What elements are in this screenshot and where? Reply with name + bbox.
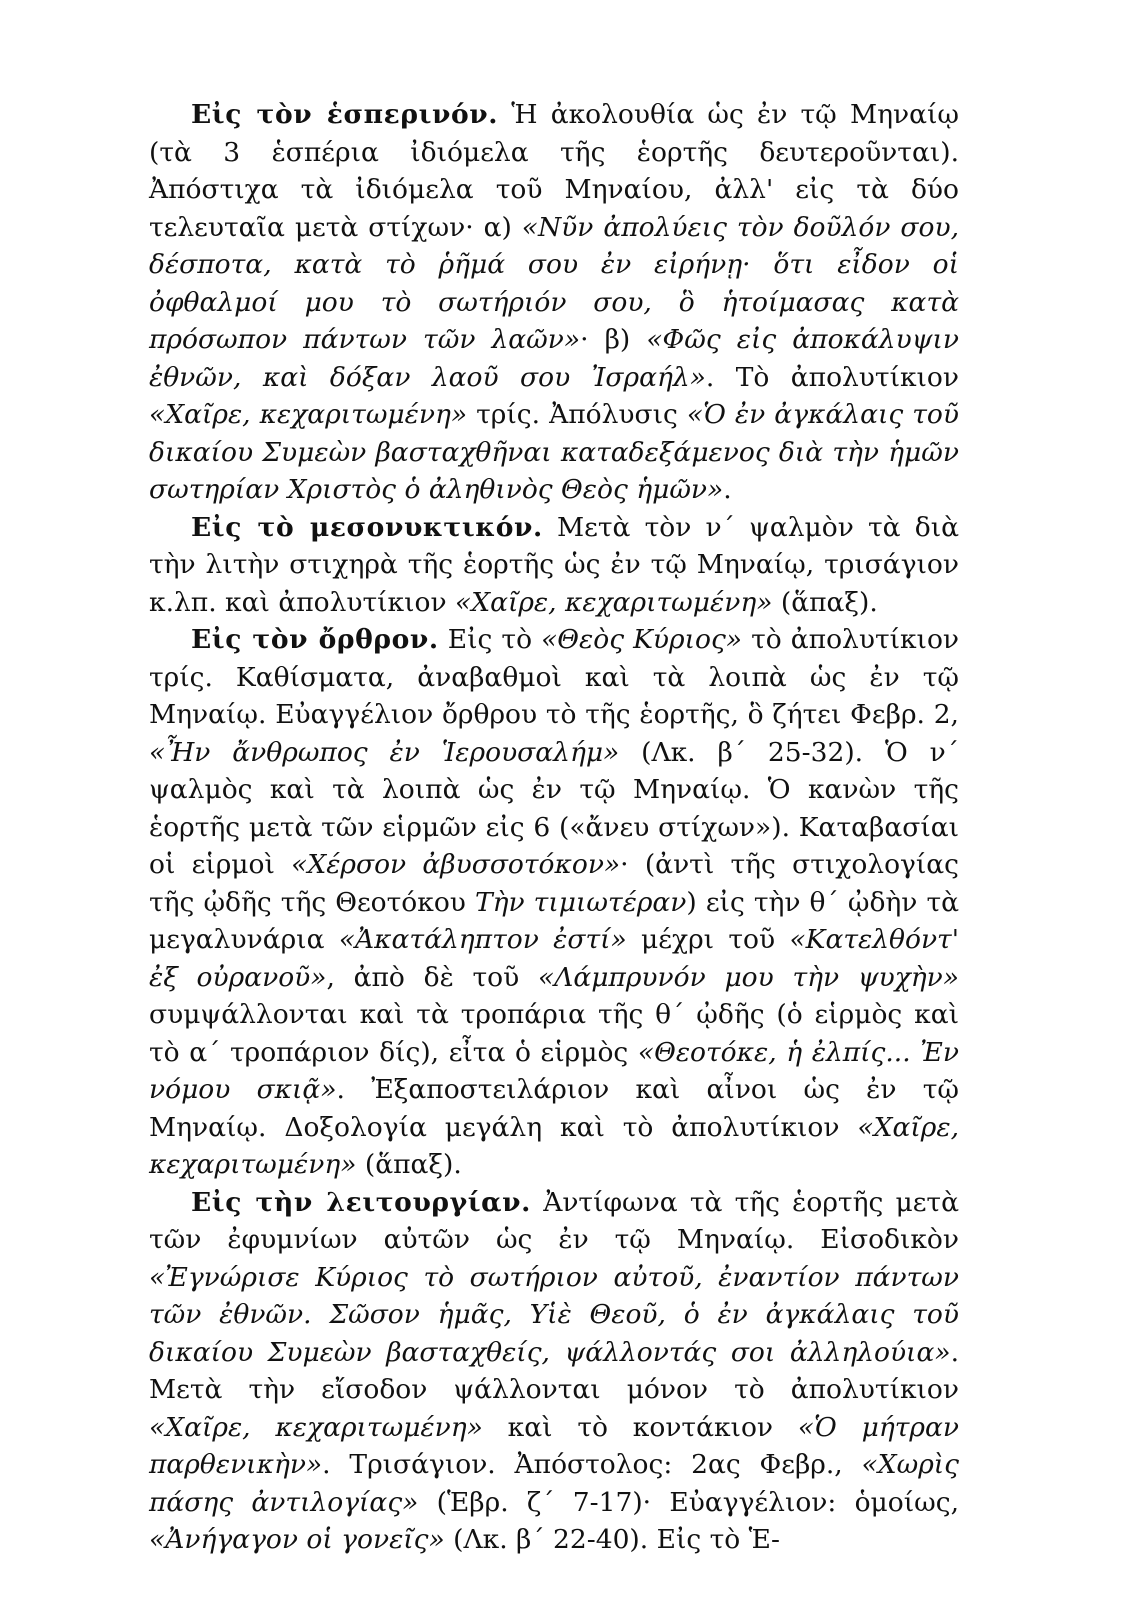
rubric-text: · β) — [580, 324, 647, 355]
rubric-text: μέχρι τοῦ — [626, 924, 790, 955]
quoted-hymn-text: «Θεὸς Κύριος» — [541, 624, 743, 655]
quoted-hymn-text: «Ἀνήγαγον οἱ γονεῖς» — [149, 1524, 445, 1555]
section-heading: Εἰς τὸ μεσονυκτικόν. — [191, 511, 543, 543]
rubric-text: . Τὸ ἀπολυτίκιον — [705, 361, 959, 393]
quoted-hymn-text: «Χωρὶς πάσης ἀντιλογίας» — [149, 1449, 959, 1518]
section-heading: Εἰς τὸν ἑσπερινόν. — [191, 99, 499, 130]
rubric-text: τρίς. Ἀπόλυσις — [467, 399, 687, 430]
rubric-text: . Τρισάγιον. Ἀπόστολος: 2ας Φεβρ., — [322, 1449, 862, 1480]
rubric-text: (Λκ. β΄ 25-32). Ὁ ν΄ ψαλμὸς καὶ τὰ λοιπὰ ὡς ἐν τῷ Μηναίῳ. Ὁ κανὼν τῆς ἑορτῆς μετὰ τῶν εἱρμῶν εἰς 6 («ἄνευ στίχων»). Καταβασίαι οἱ εἱρμοὶ — [149, 736, 959, 880]
quoted-hymn-text: «Χαῖρε, κεχαριτωμένη» — [149, 1111, 959, 1180]
quoted-hymn-text: «Ἀκατάληπτον ἐστί» — [338, 924, 627, 955]
quoted-hymn-text: «Θεοτόκε, ἡ ἐλπίς... Ἐν νόμου σκιᾷ» — [149, 1036, 959, 1105]
rubric-text: Εἰς τὸ — [447, 624, 542, 655]
quoted-hymn-text: «Χέρσον ἀβυσσοτόκον» — [291, 849, 621, 880]
rubric-text: Ἀντίφωνα τὰ τῆς ἑορτῆς μετὰ τῶν ἐφυμνίων αὐτῶν ὡς ἐν τῷ Μηναίῳ. Εἰσοδικὸν — [149, 1186, 959, 1255]
rubric-text: (Ἑβρ. ζ΄ 7-17)· Εὐαγγέλιον: ὁμοίως, — [418, 1486, 959, 1518]
quoted-hymn-text: «Φῶς εἰς ἀποκάλυψιν ἐθνῶν, καὶ δόξαν λαοῦ σου Ἰσραήλ» — [149, 324, 959, 393]
quoted-hymn-text: «Κατελθόντ' ἐξ οὐρανοῦ» — [149, 924, 959, 993]
rubric-text: . Ἐξαποστειλάριον καὶ αἶνοι ὡς ἐν τῷ Μηναίῳ. Δοξολογία μεγάλη καὶ τὸ ἀπολυτίκιον — [149, 1074, 959, 1143]
section-heading: Εἰς τὴν λειτουργίαν. — [191, 1186, 531, 1218]
quoted-hymn-text: «Νῦν ἀπολύεις τὸν δοῦλόν σου, δέσποτα, κατὰ τὸ ῥῆμά σου ἐν εἰρήνῃ· ὅτι εἶδον οἱ ὀφθαλμοί μου τὸ σωτήριόν σου, ὃ ἡτοίμασας κατὰ πρόσωπον πάντων τῶν λαῶν» — [149, 211, 959, 355]
paragraph — [149, 621, 959, 1184]
paragraph — [149, 509, 959, 622]
quoted-hymn-text: «Ὁ μήτραν παρθενικὴν» — [149, 1411, 960, 1480]
rubric-text: Ἡ ἀκολουθία ὡς ἐν τῷ Μηναίῳ (τὰ 3 ἑσπέρια ἰδιόμελα τῆς ἑορτῆς δευτεροῦνται). Ἀπόστιχα τὰ ἰδιόμελα τοῦ Μηναίου, ἀλλ' εἰς τὰ δύο τελευταῖα μετὰ στίχων· α) — [149, 99, 959, 243]
quoted-hymn-text: «Ὁ ἐν ἀγκάλαις τοῦ δικαίου Συμεὼν βασταχθῆναι καταδεξάμενος διὰ τὴν ἡμῶν σωτηρίαν Χριστὸς ὁ ἀληθινὸς Θεὸς ἡμῶν» — [149, 399, 959, 505]
section-heading: Εἰς τὸν ὄρθρον. — [191, 624, 439, 655]
rubric-text: · (ἀντὶ τῆς στιχολογίας τῆς ᾠδῆς τῆς Θεοτόκου — [149, 849, 959, 918]
rubric-text: καὶ τὸ κοντάκιον — [482, 1411, 798, 1443]
body-text — [149, 96, 959, 1559]
quoted-hymn-text: «Χαῖρε, κεχαριτωμένη» — [454, 586, 773, 618]
quoted-hymn-text: «Χαῖρε, κεχαριτωμένη» — [149, 1411, 483, 1443]
quoted-hymn-text: Τὴν τιμιωτέραν — [474, 886, 687, 918]
rubric-text: (ἅπαξ). — [356, 1149, 462, 1180]
quoted-hymn-text: «Λάμπρυνόν μου τὴν ψυχὴν» — [537, 961, 959, 993]
quoted-hymn-text: «Ἐγνώρισε Κύριος τὸ σωτήριον αὐτοῦ, ἐναντίον πάντων τῶν ἐθνῶν. Σῶσον ἡμᾶς, Υἱὲ Θεοῦ, ὁ ἐν ἀγκάλαις τοῦ δικαίου Συμεὼν βασταχθείς, ψάλλοντάς σοι ἀλληλούια» — [149, 1261, 959, 1368]
rubric-text: Μετὰ τὸν ν΄ ψαλμὸν τὰ διὰ τὴν λιτὴν στιχηρὰ τῆς ἑορτῆς ὡς ἐν τῷ Μηναίῳ, τρισάγιον κ.λπ. καὶ ἀπολυτίκιον — [149, 511, 959, 618]
rubric-text: (Λκ. β΄ 22-40). Εἰς τὸ Ἑ- — [444, 1524, 780, 1555]
paragraph — [149, 1184, 959, 1559]
rubric-text: ) εἰς τὴν θ΄ ᾠδὴν τὰ μεγαλυνάρια — [149, 886, 959, 955]
quoted-hymn-text: «Χαῖρε, κεχαριτωμένη» — [149, 399, 468, 430]
quoted-hymn-text: «Ἦν ἄνθρωπος ἐν Ἱερουσαλήμ» — [149, 736, 620, 768]
rubric-text: τὸ ἀπολυτίκιον τρίς. Καθίσματα, ἀναβαθμοὶ καὶ τὰ λοιπὰ ὡς ἐν τῷ Μηναίῳ. Εὐαγγέλιον ὄρθρου τὸ τῆς ἑορτῆς, ὃ ζήτει Φεβρ. 2, — [149, 624, 960, 730]
rubric-text: , ἀπὸ δὲ τοῦ — [326, 961, 538, 993]
paragraph — [149, 96, 959, 509]
rubric-text: . Μετὰ τὴν εἴσοδον ψάλλονται μόνον τὸ ἀπολυτίκιον — [149, 1336, 959, 1405]
rubric-text: . — [723, 474, 732, 505]
rubric-text: συμψάλλονται καὶ τὰ τροπάρια τῆς θ΄ ᾠδῆς (ὁ εἱρμὸς καὶ τὸ α΄ τροπάριον δίς), εἶτα ὁ εἱρμὸς — [149, 999, 959, 1068]
rubric-text: (ἅπαξ). — [772, 586, 878, 618]
